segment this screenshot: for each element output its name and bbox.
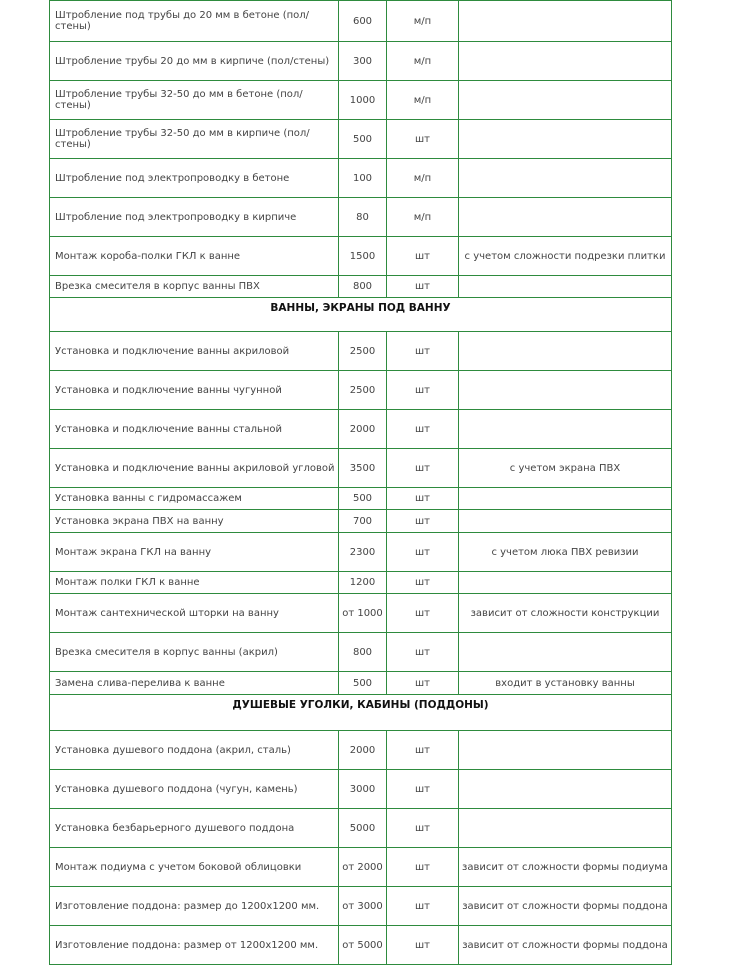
service-unit: шт	[387, 332, 459, 371]
service-note	[459, 510, 672, 533]
service-price: 2300	[339, 533, 387, 572]
service-price: от 5000	[339, 926, 387, 965]
service-name: Установка душевого поддона (чугун, камень)	[50, 770, 339, 809]
service-unit: шт	[387, 276, 459, 298]
service-note	[459, 410, 672, 449]
service-unit: шт	[387, 488, 459, 510]
service-name: Изготовление поддона: размер от 1200х1200 мм.	[50, 926, 339, 965]
price-sheet	[49, 0, 671, 973]
price-row	[50, 410, 672, 449]
price-row	[50, 198, 672, 237]
service-price: 700	[339, 510, 387, 533]
service-note: входит в установку ванны	[459, 672, 672, 695]
service-price: 800	[339, 633, 387, 672]
service-note	[459, 572, 672, 594]
service-price: 2500	[339, 371, 387, 410]
service-name: Штробление под электропроводку в бетоне	[50, 159, 339, 198]
service-price: 5000	[339, 809, 387, 848]
service-note: зависит от сложности конструкции	[459, 594, 672, 633]
price-row	[50, 276, 672, 298]
price-row	[50, 1, 672, 42]
service-note	[459, 770, 672, 809]
service-note: зависит от сложности формы поддона	[459, 887, 672, 926]
service-note	[459, 371, 672, 410]
section-title: ДУШЕВЫЕ УГОЛКИ, КАБИНЫ (ПОДДОНЫ)	[50, 695, 672, 731]
service-unit: м/п	[387, 81, 459, 120]
service-price: 1500	[339, 237, 387, 276]
price-row	[50, 848, 672, 887]
service-name: Монтаж подиума с учетом боковой облицовки	[50, 848, 339, 887]
price-row	[50, 770, 672, 809]
service-unit: шт	[387, 731, 459, 770]
service-name: Врезка смесителя в корпус ванны ПВХ	[50, 276, 339, 298]
service-name: Врезка смесителя в корпус ванны (акрил)	[50, 633, 339, 672]
service-price: 500	[339, 488, 387, 510]
price-row	[50, 488, 672, 510]
price-row	[50, 533, 672, 572]
service-name: Штробление трубы 20 до мм в кирпиче (пол/стены)	[50, 42, 339, 81]
service-name: Штробление под трубы до 20 мм в бетоне (пол/стены)	[50, 1, 339, 42]
service-unit: м/п	[387, 198, 459, 237]
service-price: 100	[339, 159, 387, 198]
service-price: 600	[339, 1, 387, 42]
price-row	[50, 594, 672, 633]
service-unit: шт	[387, 594, 459, 633]
service-unit: шт	[387, 410, 459, 449]
service-price: 1200	[339, 572, 387, 594]
service-name: Монтаж полки ГКЛ к ванне	[50, 572, 339, 594]
service-note	[459, 488, 672, 510]
service-unit: шт	[387, 809, 459, 848]
service-unit: шт	[387, 510, 459, 533]
price-table-body	[50, 1, 672, 965]
service-note	[459, 81, 672, 120]
service-unit: м/п	[387, 42, 459, 81]
service-name: Монтаж короба-полки ГКЛ к ванне	[50, 237, 339, 276]
service-name: Установка и подключение ванны стальной	[50, 410, 339, 449]
service-note: с учетом люка ПВХ ревизии	[459, 533, 672, 572]
service-unit: шт	[387, 633, 459, 672]
section-title: ВАННЫ, ЭКРАНЫ ПОД ВАННУ	[50, 298, 672, 332]
service-price: 300	[339, 42, 387, 81]
service-name: Установка и подключение ванны чугунной	[50, 371, 339, 410]
price-table	[49, 0, 672, 965]
service-price: 3000	[339, 770, 387, 809]
service-unit: м/п	[387, 159, 459, 198]
service-note	[459, 332, 672, 371]
service-price: 1000	[339, 81, 387, 120]
service-price: 800	[339, 276, 387, 298]
service-note: зависит от сложности формы поддона	[459, 926, 672, 965]
price-row	[50, 332, 672, 371]
price-row	[50, 809, 672, 848]
service-note	[459, 731, 672, 770]
price-row	[50, 159, 672, 198]
service-unit: шт	[387, 572, 459, 594]
service-name: Установка и подключение ванны акриловой угловой	[50, 449, 339, 488]
service-price: 500	[339, 672, 387, 695]
service-unit: шт	[387, 533, 459, 572]
section-row	[50, 695, 672, 731]
service-price: от 3000	[339, 887, 387, 926]
service-note	[459, 198, 672, 237]
service-price: 500	[339, 120, 387, 159]
service-name: Изготовление поддона: размер до 1200х1200 мм.	[50, 887, 339, 926]
service-unit: шт	[387, 926, 459, 965]
service-name: Установка ванны с гидромассажем	[50, 488, 339, 510]
service-price: 2500	[339, 332, 387, 371]
service-name: Монтаж экрана ГКЛ на ванну	[50, 533, 339, 572]
service-unit: шт	[387, 120, 459, 159]
service-unit: шт	[387, 237, 459, 276]
service-unit: шт	[387, 770, 459, 809]
service-name: Установка безбарьерного душевого поддона	[50, 809, 339, 848]
service-unit: шт	[387, 449, 459, 488]
service-unit: шт	[387, 887, 459, 926]
price-row	[50, 731, 672, 770]
price-row	[50, 371, 672, 410]
service-price: 80	[339, 198, 387, 237]
service-note	[459, 633, 672, 672]
service-name: Штробление под электропроводку в кирпиче	[50, 198, 339, 237]
service-note: с учетом экрана ПВХ	[459, 449, 672, 488]
service-note: зависит от сложности формы подиума	[459, 848, 672, 887]
service-name: Штробление трубы 32-50 до мм в кирпиче (пол/стены)	[50, 120, 339, 159]
price-row	[50, 510, 672, 533]
service-name: Установка и подключение ванны акриловой	[50, 332, 339, 371]
service-note	[459, 120, 672, 159]
service-unit: шт	[387, 371, 459, 410]
service-note	[459, 1, 672, 42]
price-row	[50, 120, 672, 159]
price-row	[50, 42, 672, 81]
service-name: Замена слива-перелива к ванне	[50, 672, 339, 695]
price-row	[50, 633, 672, 672]
service-note: с учетом сложности подрезки плитки	[459, 237, 672, 276]
service-price: от 2000	[339, 848, 387, 887]
service-name: Монтаж сантехнической шторки на ванну	[50, 594, 339, 633]
price-row	[50, 926, 672, 965]
price-row	[50, 237, 672, 276]
service-name: Штробление трубы 32-50 до мм в бетоне (пол/стены)	[50, 81, 339, 120]
price-row	[50, 449, 672, 488]
price-row	[50, 572, 672, 594]
service-price: 2000	[339, 731, 387, 770]
service-note	[459, 276, 672, 298]
price-row	[50, 81, 672, 120]
service-note	[459, 42, 672, 81]
service-note	[459, 809, 672, 848]
service-price: 3500	[339, 449, 387, 488]
service-name: Установка душевого поддона (акрил, сталь)	[50, 731, 339, 770]
service-note	[459, 159, 672, 198]
service-name: Установка экрана ПВХ на ванну	[50, 510, 339, 533]
price-row	[50, 672, 672, 695]
service-unit: м/п	[387, 1, 459, 42]
service-price: от 1000	[339, 594, 387, 633]
service-unit: шт	[387, 848, 459, 887]
price-row	[50, 887, 672, 926]
service-price: 2000	[339, 410, 387, 449]
service-unit: шт	[387, 672, 459, 695]
section-row	[50, 298, 672, 332]
